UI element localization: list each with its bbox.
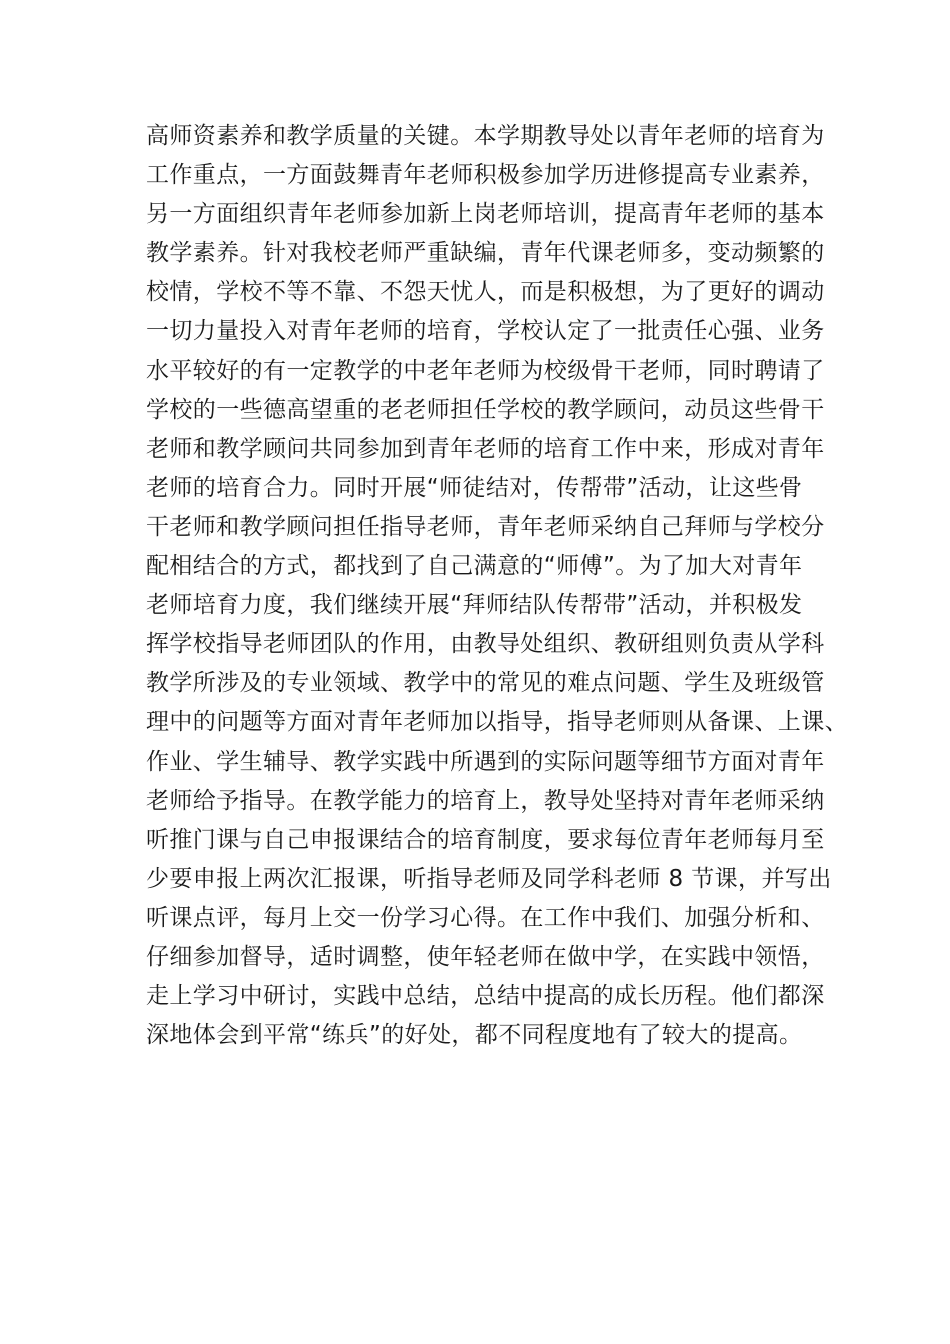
text-line: 校情，学校不等不靠、不怨天忧人，而是积极想，为了更好的调动	[146, 279, 825, 306]
body-paragraph	[146, 117, 848, 1055]
text-line: 高师资素养和教学质量的关键。本学期教导处以青年老师的培育为	[146, 123, 825, 149]
text-line: 另一方面组织青年老师参加新上岗老师培训，提高青年老师的基本	[146, 201, 825, 228]
text-line: 深地体会到平常“练兵”的好处，都不同程度地有了较大的提高。	[146, 1022, 803, 1049]
text-line: 工作重点，一方面鼓舞青年老师积极参加学历进修提高专业素养，	[146, 162, 825, 189]
text-line: 听课点评，每月上交一份学习心得。在工作中我们、加强分析和、	[146, 904, 825, 931]
text-line: 少要申报上两次汇报课，听指导老师及同学科老师 8 节课，并写出	[146, 865, 832, 892]
text-line: 老师的培育合力。同时开展“师徒结对，传帮带”活动，让这些骨	[146, 474, 803, 501]
text-line: 配相结合的方式，都找到了自己满意的“师傅”。为了加大对青年	[146, 553, 803, 580]
text-line: 走上学习中研讨，实践中总结，总结中提高的成长历程。他们都深	[146, 983, 825, 1010]
text-line: 作业、学生辅导、教学实践中所遇到的实际问题等细节方面对青年	[146, 748, 825, 775]
text-line: 老师和教学顾问共同参加到青年老师的培育工作中来，形成对青年	[146, 435, 825, 462]
text-line: 学校的一些德高望重的老老师担任学校的教学顾问，动员这些骨干	[146, 396, 825, 423]
text-line: 干老师和教学顾问担任指导老师，青年老师采纳自己拜师与学校分	[146, 513, 825, 540]
text-line: 老师培育力度，我们继续开展“拜师结队传帮带”活动，并积极发	[146, 592, 803, 619]
text-line: 仔细参加督导，适时调整，使年轻老师在做中学，在实践中领悟，	[146, 943, 825, 970]
text-line: 教学所涉及的专业领域、教学中的常见的难点问题、学生及班级管	[146, 670, 825, 697]
text-line: 一切力量投入对青年老师的培育，学校认定了一批责任心强、业务	[146, 318, 825, 345]
text-line: 理中的问题等方面对青年老师加以指导，指导老师则从备课、上课、	[146, 709, 848, 736]
text-line: 挥学校指导老师团队的作用，由教导处组织、教研组则负责从学科	[146, 631, 825, 658]
text-line: 老师给予指导。在教学能力的培育上，教导处坚持对青年老师采纳	[146, 787, 825, 814]
text-line: 听推门课与自己申报课结合的培育制度，要求每位青年老师每月至	[146, 826, 825, 853]
text-line: 水平较好的有一定教学的中老年老师为校级骨干老师，同时聘请了	[146, 357, 825, 384]
text-line: 教学素养。针对我校老师严重缺编，青年代课老师多，变动频繁的	[146, 240, 825, 267]
